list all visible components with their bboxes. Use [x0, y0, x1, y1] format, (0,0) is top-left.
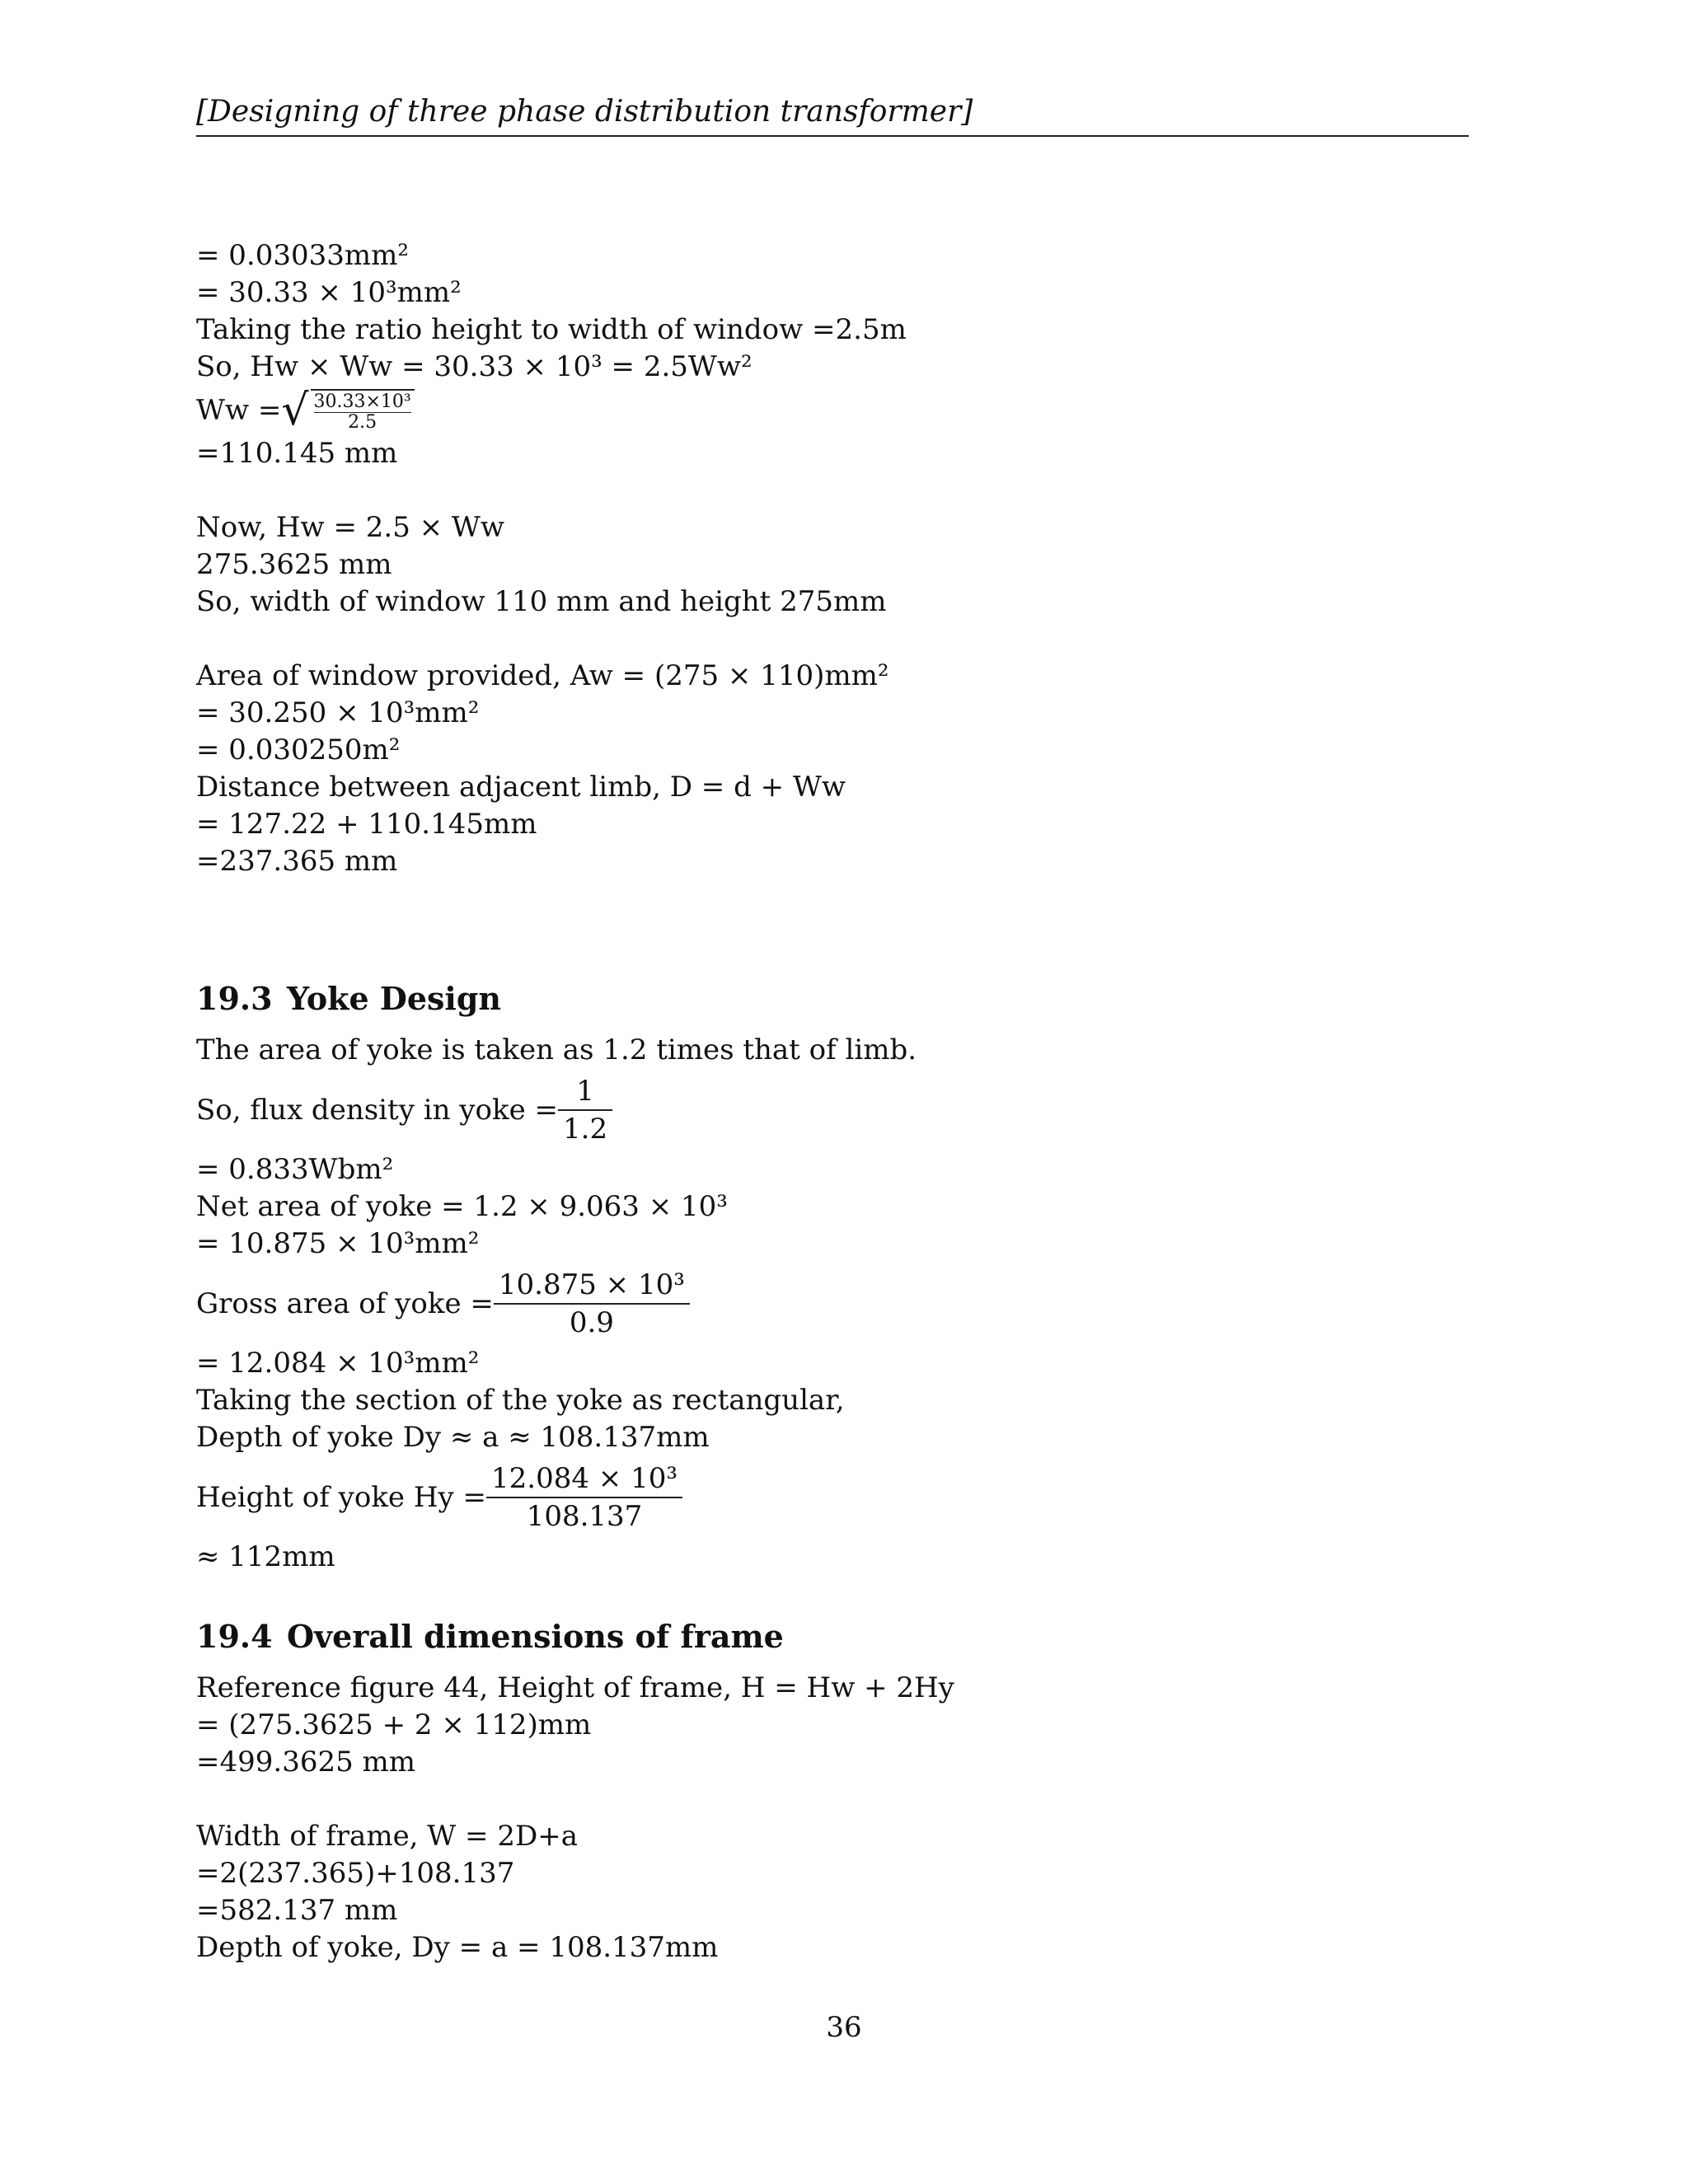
equation-line: Depth of yoke, Dy = a = 108.137mm — [196, 1931, 719, 1964]
equation-line: = 30.250 × 10³mm² — [196, 696, 480, 729]
fraction-equation — [196, 1263, 1469, 1345]
fraction — [558, 1073, 612, 1147]
equation-line: =499.3625 mm — [196, 1746, 416, 1779]
equation-line: =237.365 mm — [196, 845, 398, 878]
equation-line: 275.3625 mm — [196, 548, 392, 581]
fraction — [494, 1267, 690, 1341]
equation-line: ≈ 112mm — [196, 1540, 335, 1573]
spacer — [196, 472, 1469, 509]
text-line: So, width of window 110 mm and height 275mm — [196, 585, 887, 618]
equation-line: = 127.22 + 110.145mm — [196, 808, 537, 841]
fraction — [486, 1460, 682, 1535]
fraction-numerator: 10.875 × 10³ — [494, 1267, 690, 1305]
equation-line: =110.145 mm — [196, 437, 398, 470]
fraction-equation — [196, 1069, 1469, 1151]
sqrt-equation — [196, 386, 1469, 435]
spacer — [196, 1781, 1469, 1818]
fraction-denominator: 0.9 — [569, 1306, 614, 1339]
equation-line: Net area of yoke = 1.2 × 9.063 × 10³ — [196, 1190, 728, 1223]
equation-line: =582.137 mm — [196, 1894, 398, 1927]
fraction-lhs: Gross area of yoke = — [196, 1286, 494, 1320]
fraction-lhs: Height of yoke Hy = — [196, 1480, 487, 1514]
sqrt-lhs: Ww = — [196, 393, 282, 427]
section-title: Overall dimensions of frame — [287, 1618, 784, 1655]
section-heading-overall-dimensions — [196, 1614, 1469, 1660]
page-number: 36 — [826, 2011, 862, 2044]
equation-line: =2(237.365)+108.137 — [196, 1857, 515, 1890]
spacer — [196, 880, 1469, 954]
text-line: Taking the section of the yoke as rectangular, — [196, 1384, 845, 1417]
fraction-denominator: 1.2 — [563, 1113, 608, 1146]
equation-line: Reference figure 44, Height of frame, H = Hw + 2Hy — [196, 1671, 954, 1704]
sqrt-denominator: 2.5 — [348, 411, 377, 433]
equation-line: Distance between adjacent limb, D = d + Ww — [196, 771, 846, 804]
fraction-lhs: So, flux density in yoke = — [196, 1093, 558, 1127]
spacer — [196, 1576, 1469, 1592]
fraction-denominator: 108.137 — [526, 1500, 643, 1533]
running-header: [Designing of three phase distribution transformer] — [196, 89, 1469, 137]
equation-line: = 0.833Wbm² — [196, 1153, 394, 1186]
equation-line: So, Hw × Ww = 30.33 × 10³ = 2.5Ww² — [196, 350, 753, 383]
equation-line: Now, Hw = 2.5 × Ww — [196, 511, 504, 544]
equation-line: = 10.875 × 10³mm² — [196, 1227, 480, 1260]
text-line: Width of frame, W = 2D+a — [196, 1820, 579, 1853]
sqrt-icon: √ — [281, 385, 309, 435]
equation-line: = 0.030250m² — [196, 733, 401, 766]
equation-line: = (275.3625 + 2 × 112)mm — [196, 1708, 592, 1741]
sqrt-numerator: 30.33×10³ — [313, 391, 411, 412]
equation-line: = 30.33 × 10³mm² — [196, 276, 462, 309]
equation-line: Area of window provided, Aw = (275 × 110)mm² — [196, 659, 889, 692]
fraction-numerator: 12.084 × 10³ — [486, 1460, 682, 1498]
fraction-numerator: 1 — [558, 1073, 612, 1111]
page-body — [196, 237, 1469, 1966]
section-title: Yoke Design — [287, 980, 502, 1017]
equation-line: = 12.084 × 10³mm² — [196, 1347, 480, 1380]
section-number: 19.3 — [196, 980, 273, 1017]
text-line: The area of yoke is taken as 1.2 times that of limb. — [196, 1033, 917, 1066]
text-line: Taking the ratio height to width of window =2.5m — [196, 313, 907, 346]
spacer — [196, 621, 1469, 658]
section-number: 19.4 — [196, 1618, 273, 1655]
equation-line: = 0.03033mm² — [196, 239, 410, 272]
equation-line: Depth of yoke Dy ≈ a ≈ 108.137mm — [196, 1421, 710, 1454]
fraction-equation — [196, 1456, 1469, 1539]
section-heading-yoke-design — [196, 976, 1469, 1022]
sqrt-fraction — [311, 389, 415, 433]
